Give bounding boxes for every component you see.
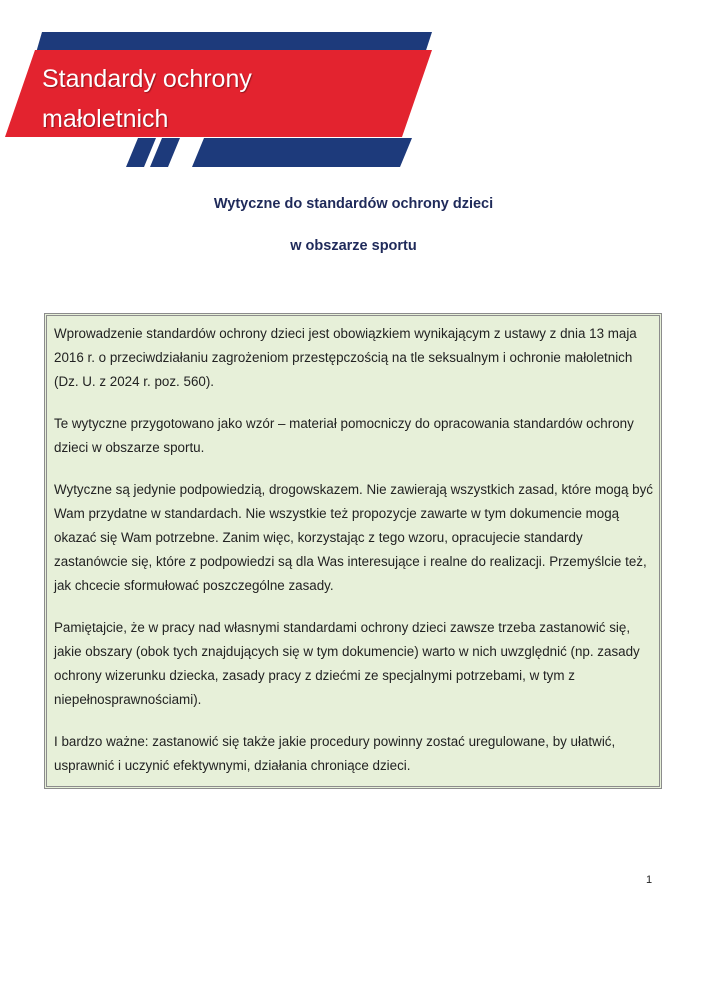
intro-info-box (44, 313, 662, 789)
intro-paragraph-1: Wprowadzenie standardów ochrony dzieci jest obowiązkiem wynikającym z ustawy z dnia 13 maja 2016 r. o przeciwdziałaniu zagrożeniom przestępczością na tle seksualnym i ochronie małoletnich (Dz. U. z 2024 r. poz. 560). (54, 326, 637, 389)
intro-paragraph-2: Te wytyczne przygotowano jako wzór – materiał pomocniczy do opracowania standardów ochrony dzieci w obszarze sportu. (54, 416, 634, 455)
subtitle-line-1: Wytyczne do standardów ochrony dzieci (213, 196, 494, 212)
title-line-2: małoletnich (42, 105, 169, 133)
intro-paragraph-4: Pamiętajcie, że w pracy nad własnymi standardami ochrony dzieci zawsze trzeba zastanowić się, jakie obszary (obok tych znajdujących się w tym dokumencie) warto w nich uwzględnić (np. zasady ochrony wizerunku dziecka, zasady pracy z dziećmi ze specjalnymi potrzebami, w tym z niepełnosprawnościami). (54, 620, 640, 707)
header-banner (0, 0, 707, 180)
banner-stripe-2 (150, 138, 180, 167)
intro-paragraph-3: Wytyczne są jedynie podpowiedzią, drogowskazem. Nie zawierają wszystkich zasad, które mogą być Wam przydatne w standardach. Nie wszystkie też propozycje zawarte w tym dokumencie mogą okazać się Wam potrzebne. Zanim więc, korzystając z tego wzoru, opracujecie standardy zastanówcie się, które z podpowiedzi są dla Was interesujące i realne do realizacji. Przemyślcie też, jak chcecie sformułować poszczególne zasady. (54, 482, 654, 593)
page-number: 1 (646, 874, 653, 886)
subtitle-line-2: w obszarze sportu (290, 238, 417, 254)
banner-stripe-3 (192, 138, 412, 167)
document-title (42, 59, 362, 139)
banner-stripe-1 (126, 138, 156, 167)
title-line-1: Standardy ochrony (42, 65, 252, 93)
intro-paragraph-5: I bardzo ważne: zastanowić się także jakie procedury powinny zostać uregulowane, by ułatwić, usprawnić i uczynić efektywnymi, działania chroniące dzieci. (54, 734, 616, 773)
